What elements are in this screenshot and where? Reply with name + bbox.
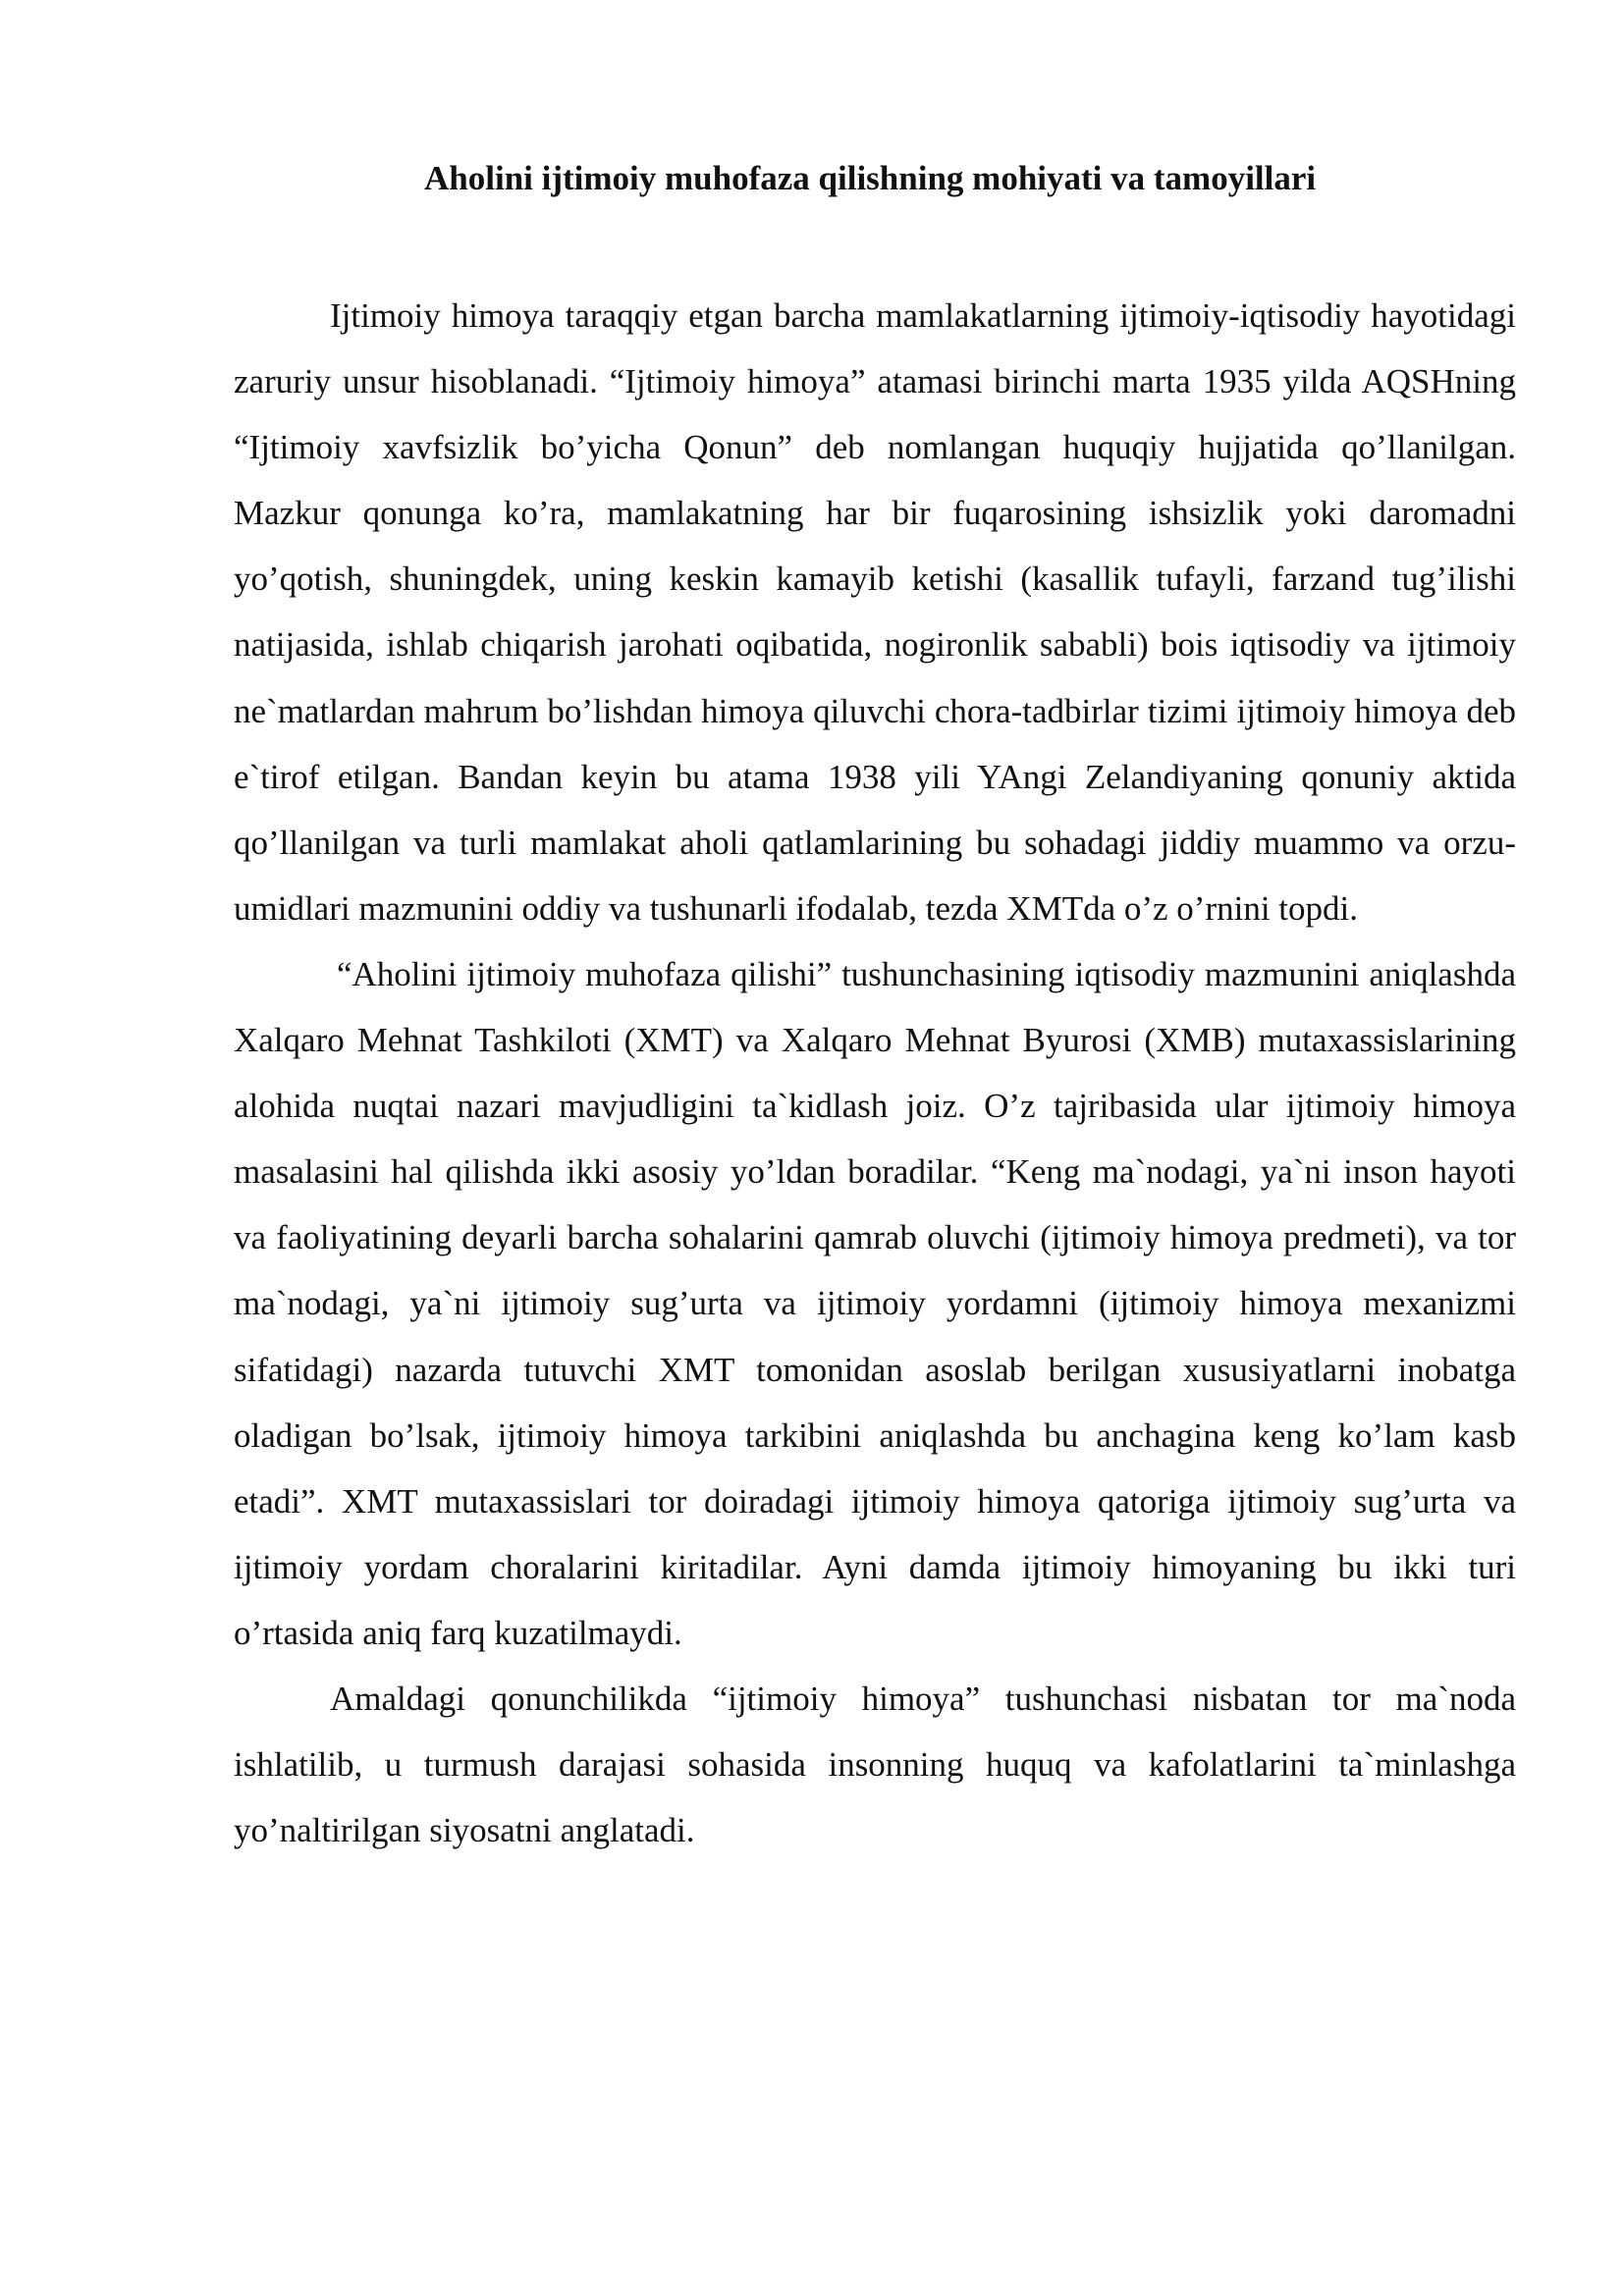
- document-title: Aholini ijtimoiy muhofaza qilishning mohiyati va tamoyillari: [424, 159, 1317, 197]
- paragraph-2: “Aholini ijtimoiy muhofaza qilishi” tushunchasining iqtisodiy mazmunini aniqlashda Xalqaro Mehnat Tashkiloti (XMT) va Xalqaro Mehnat Byurosi (XMB) mutaxassislarining alohida nuqtai nazari mavjudligini ta`kidlash joiz. O’z tajribasida ular ijtimoiy himoya masalasini hal qilishda ikki asosiy yo’ldan boradilar. “Keng ma`nodagi, ya`ni inson hayoti va faoliyatining deyarli barcha sohalarini qamrab oluvchi (ijtimoiy himoya predmeti), va tor ma`nodagi, ya`ni ijtimoiy sug’urta va ijtimoiy yordamni (ijtimoiy himoya mexanizmi sifatidagi) nazarda tutuvchi XMT tomonidan asoslab berilgan xususiyatlarni inobatga oladigan bo’lsak, ijtimoiy himoya tarkibini aniqlashda bu anchagina keng ko’lam kasb etadi”. XMT mutaxassislari tor doiradagi ijtimoiy himoya qatoriga ijtimoiy sug’urta va ijtimoiy yordam choralarini kiritadilar. Ayni damda ijtimoiy himoyaning bu ikki turi o’rtasida aniq farq kuzatilmaydi.: [234, 954, 1516, 1652]
- document-body: [234, 283, 1516, 1863]
- paragraph-1: Ijtimoiy himoya taraqqiy etgan barcha mamlakatlarning ijtimoiy-iqtisodiy hayotidagi zaruriy unsur hisoblanadi. “Ijtimoiy himoya” atamasi birinchi marta 1935 yilda AQSHning “Ijtimoiy xavfsizlik bo’yicha Qonun” deb nomlangan huquqiy hujjatida qo’llanilgan. Mazkur qonunga ko’ra, mamlakatning har bir fuqarosining ishsizlik yoki daromadni yo’qotish, shuningdek, uning keskin kamayib ketishi (kasallik tufayli, farzand tug’ilishi natijasida, ishlab chiqarish jarohati oqibatida, nogironlik sababli) bois iqtisodiy va ijtimoiy ne`matlardan mahrum bo’lishdan himoya qiluvchi chora-tadbirlar tizimi ijtimoiy himoya deb e`tirof etilgan. Bandan keyin bu atama 1938 yili YAngi Zelandiyaning qonuniy aktida qo’llanilgan va turli mamlakat aholi qatlamlarining bu sohadagi jiddiy muammo va orzu-umidlari mazmunini oddiy va tushunarli ifodalab, tezda XMTda o’z o’rnini topdi.: [234, 296, 1516, 928]
- paragraph-3: Amaldagi qonunchilikda “ijtimoiy himoya” tushunchasi nisbatan tor ma`noda ishlatilib, u turmush darajasi sohasida insonning huquq va kafolatlarini ta`minlashga yo’naltirilgan siyosatni anglatadi.: [234, 1679, 1516, 1850]
